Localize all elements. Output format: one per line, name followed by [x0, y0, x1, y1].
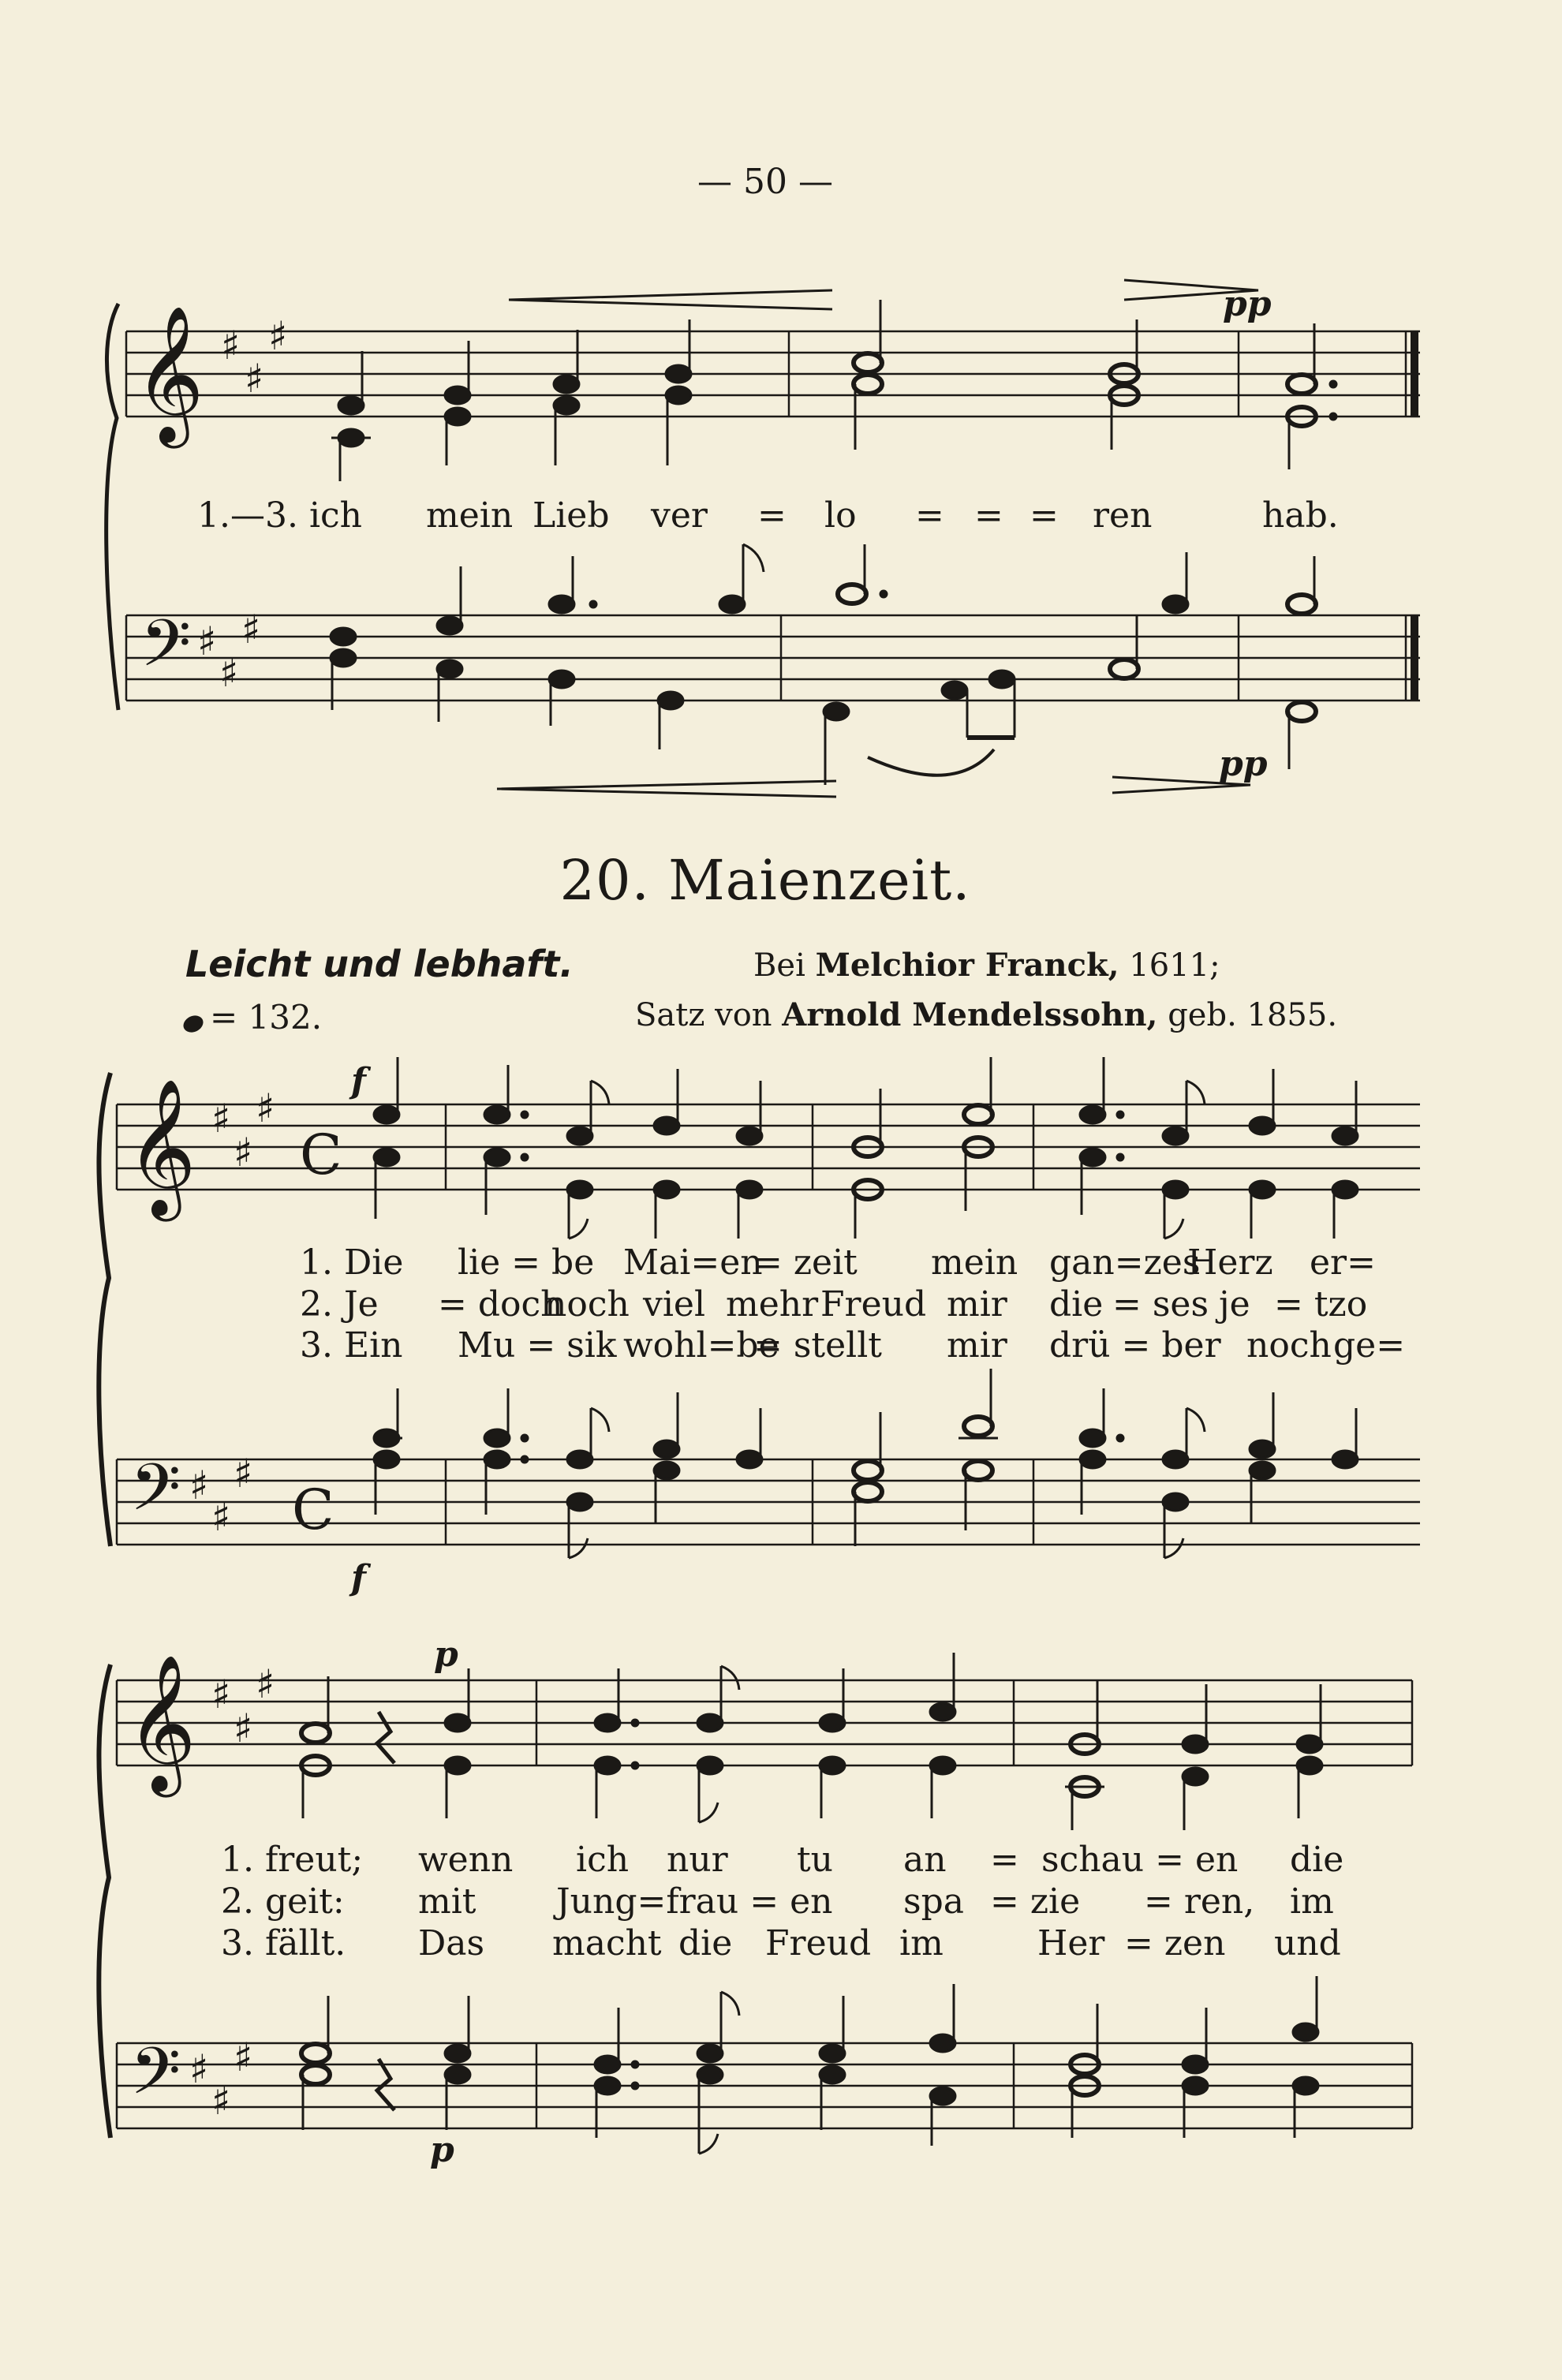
lyric-word: mein	[426, 495, 514, 536]
dynamic-bottom: pp	[1219, 744, 1268, 784]
svg-text:♯: ♯	[245, 356, 264, 402]
lyric-word: = zen	[1124, 1923, 1226, 1963]
lyric-word: 3. fällt.	[221, 1923, 346, 1963]
svg-text:♯: ♯	[234, 1706, 253, 1751]
lyric-word: Lieb	[532, 495, 610, 536]
tempo-marking: Leicht und lebhaft.	[185, 943, 574, 985]
lyric-hyphen: =	[1030, 495, 1059, 536]
lyric-word: mein	[931, 1242, 1018, 1283]
svg-text:♯: ♯	[241, 607, 261, 652]
lyric-word: lo	[824, 495, 857, 536]
svg-text:𝄢: 𝄢	[140, 605, 192, 697]
lyric-word: = zie	[990, 1881, 1081, 1922]
lyric-word: tu	[797, 1840, 834, 1880]
svg-text:𝄢: 𝄢	[130, 1449, 181, 1541]
lyric-word: Mu = sik	[458, 1325, 617, 1366]
svg-text:𝄞: 𝄞	[134, 305, 204, 443]
lyric-word: noch	[1246, 1325, 1332, 1366]
credit-prefix: Satz von	[635, 997, 772, 1033]
svg-text:♯: ♯	[211, 1672, 231, 1717]
lyric-word: nur	[667, 1840, 728, 1880]
svg-text:C: C	[300, 1123, 342, 1187]
page-number: — 50 —	[697, 162, 833, 202]
lyric-hyphen: =	[915, 495, 944, 536]
lyric-word: wohl=be	[623, 1325, 779, 1366]
credit-line-1	[753, 947, 1220, 984]
score-system-3	[0, 1635, 1562, 2170]
credit-prefix: Bei	[753, 947, 805, 984]
lyric-word: Freud	[765, 1923, 872, 1963]
lyric-word: ich	[576, 1840, 630, 1880]
svg-text:♯: ♯	[268, 313, 288, 359]
lyric-word: mir	[947, 1325, 1007, 1366]
lyric-word: ver	[651, 495, 708, 536]
lyric-word: noch	[544, 1284, 630, 1325]
lyric-word: Her	[1037, 1923, 1105, 1963]
lyric-word: die	[678, 1923, 733, 1963]
lyric-word: Herz	[1187, 1242, 1273, 1283]
svg-text:♯: ♯	[234, 1130, 253, 1175]
svg-text:♯: ♯	[197, 618, 217, 664]
lyric-word: ren	[1093, 495, 1153, 536]
lyric-hyphen: =	[990, 1840, 1019, 1880]
credit-suffix: geb. 1855.	[1168, 997, 1338, 1033]
lyric-word: Mai=en	[623, 1242, 763, 1283]
dynamic-forte: f	[351, 1558, 366, 1598]
lyric-word: ge=	[1333, 1325, 1406, 1366]
lyric-word: mehr	[726, 1284, 819, 1325]
lyric-word: lie = be	[458, 1242, 595, 1283]
svg-text:𝄞: 𝄞	[126, 1654, 196, 1792]
svg-text:♯: ♯	[211, 1096, 231, 1141]
dynamic-forte: f	[351, 1061, 366, 1101]
lyric-word: hab.	[1262, 495, 1339, 536]
lyric-word: an	[903, 1840, 947, 1880]
svg-text:♯: ♯	[211, 1494, 231, 1540]
lyric-word: = stellt	[753, 1325, 882, 1366]
lyric-word: spa	[903, 1881, 964, 1922]
lyric-word: im	[1290, 1881, 1334, 1922]
song-title: 20. Maienzeit.	[559, 848, 971, 913]
lyric-word: 2. geit:	[221, 1881, 345, 1922]
svg-text:♯: ♯	[256, 1661, 275, 1707]
svg-text:♯: ♯	[234, 1451, 253, 1496]
score-system-2	[0, 1049, 1562, 1617]
lyric-word: die	[1290, 1840, 1344, 1880]
lyric-word: gan=zes	[1049, 1242, 1201, 1283]
lyric-word: im	[899, 1923, 944, 1963]
svg-text:♯: ♯	[211, 2078, 231, 2124]
lyric-word: 1.—3. ich	[197, 495, 362, 536]
svg-text:♯: ♯	[256, 1085, 275, 1131]
dynamic-piano: p	[434, 1635, 458, 1675]
quarter-note-icon	[181, 1012, 206, 1035]
lyric-word: = ren,	[1144, 1881, 1255, 1922]
lyric-word: Das	[418, 1923, 485, 1963]
lyric-word: 3. Ein	[300, 1325, 403, 1366]
lyric-word: drü = ber	[1049, 1325, 1221, 1366]
svg-text:𝄞: 𝄞	[126, 1078, 196, 1216]
lyric-word: Jung=frau = en	[556, 1881, 833, 1922]
lyric-word: schau = en	[1041, 1840, 1239, 1880]
credit-year: 1611;	[1129, 947, 1220, 984]
lyric-hyphen: =	[757, 495, 787, 536]
lyric-word: mir	[947, 1284, 1007, 1325]
lyric-word: 2. Je	[300, 1284, 379, 1325]
lyric-word: 1. Die	[300, 1242, 404, 1283]
svg-text:♯: ♯	[219, 650, 239, 696]
credit-line-2	[635, 996, 1337, 1033]
metronome-value: = 132.	[210, 998, 323, 1037]
lyric-word: Freud	[820, 1284, 927, 1325]
lyric-word: = tzo	[1274, 1284, 1368, 1325]
score-system-1	[0, 268, 1562, 820]
metronome-marking	[183, 998, 322, 1037]
credit-name: Arnold Mendelssohn,	[782, 996, 1158, 1033]
dynamic-piano: p	[430, 2130, 454, 2170]
lyric-word: wenn	[418, 1840, 514, 1880]
lyric-word: und	[1274, 1923, 1341, 1963]
lyric-word: 1. freut;	[221, 1840, 364, 1880]
lyric-word: er=	[1310, 1242, 1376, 1283]
lyric-word: = zeit	[753, 1242, 858, 1283]
lyric-word: mit	[418, 1881, 476, 1922]
svg-text:♯: ♯	[189, 2046, 209, 2092]
svg-text:♯: ♯	[221, 323, 241, 368]
svg-text:𝄢: 𝄢	[130, 2033, 181, 2125]
credit-name: Melchior Franck,	[815, 947, 1119, 984]
lyric-word: viel	[643, 1284, 706, 1325]
lyric-word: die	[1049, 1284, 1104, 1325]
lyric-word: = ses	[1112, 1284, 1209, 1325]
lyric-word: macht	[552, 1923, 662, 1963]
svg-text:♯: ♯	[234, 2034, 253, 2080]
svg-text:C: C	[292, 1478, 334, 1542]
lyric-word: je	[1219, 1284, 1250, 1325]
dynamic-top: pp	[1223, 284, 1272, 324]
svg-text:♯: ♯	[189, 1463, 209, 1508]
lyric-word: = doch	[438, 1284, 563, 1325]
lyric-hyphen: =	[974, 495, 1003, 536]
